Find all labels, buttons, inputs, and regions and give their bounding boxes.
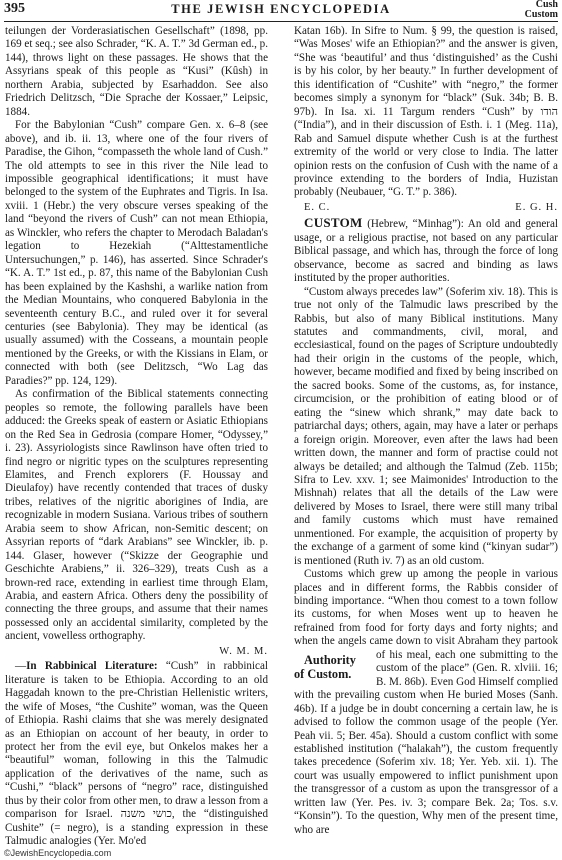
paragraph: Katan 16b). In Sifre to Num. § 99, the question is raised, “Was Moses' wife an Ethiopian?” and the answer is given, “She was ‘beautiful’ and thus ‘distinguished’ as the Cushi is by his color, by her beauty.” In further development of this identification of “Cushite” with “negro,” the former becomes simply a synonym for “black” (Suk. 34b; B. B. 97b). In Isa. xi. 11 Targum renders “Cush” by הודו (“India”), and in their discussion of Esth. i. 1 (Meg. 11a), Rab and Samuel dispute whether Cush is at the furthest extremity of the world or very close to India. The latter opinion rests on the confusion of Cush with the name of a province extending to the borders of India, Huzistan probably (Neubauer, “G. T.” p. 386). xyxy=(294,25,558,199)
paragraph-text: each one submitting to the custom of the place” (Gen. R. xlviii. 16; B. M. 86b). Even God Himself complied with the prevailing custom when He buried Moses (Sanh. 46b). If a judge be in doubt concerning a certain law, he is advised to follow the common usage of the people (Yer. Peah vii. 5; Ber. 45a). Should a custom conflict with some established institution (“halakah”), the custom frequently takes precedence (Soferim xiv. 18; Yer. Yeb. xii. 1). The court was usually empowered to inflict punishment upon the transgressor of a custom as upon the transgressor of a written law (Yer. Pes. iv. 3; compare Bek. 2a; Tos. s.v. “Konsin”). To the question, Why men of the present time, who are xyxy=(294,648,558,836)
section-heading: In Rabbinical Literature: xyxy=(26,660,158,673)
paragraph-text: “Cush” in rabbinical literature is taken to be Ethiopia. According to an old Haggadah known to the pre-Christian Hellenistic writers, the wife of Moses, “the Cushite” woman, was the Queen of Ethiopia. Rashi claims that she was merely designated as an Ethiopian on account of her beauty, in order to protect her from the evil eye, but Onkelos makes her a “beautiful” woman, following in this the Talmudic application of the derivatives of the name, such as “Cushi,” “black” persons of “negro” race, distinguished thus by their color from other men, to draw a lesson from a comparison for Israel. כושי משנה, the “distinguished Cushite” (= negro), is a standing expression in these Talmudic analogies (Yer. Mo'ed xyxy=(5,660,268,848)
signature-right: E. G. H. xyxy=(515,201,558,213)
copyright-icon: © xyxy=(4,848,11,858)
guide-word-top: Cush xyxy=(535,0,558,10)
guide-word-bottom: Custom xyxy=(524,9,558,20)
running-title: THE JEWISH ENCYCLOPEDIA xyxy=(171,2,391,16)
paragraph: teilungen der Vorderasiatischen Gesellschaft” (1898, pp. 169 et seq.; see also Schrader, “K. A. T.” 3d German ed., p. 144), throws light on these passages. He shows that the Assyrians speak of this people as “Kusi” (Kûsh) in northern Arabia, subjected by Esarhaddon. See also Friedrich Delitzsch, “Die Sprache der Kossaer,” Leipsic, 1884. xyxy=(5,25,268,118)
paragraph: As confirmation of the Biblical statements connecting peoples so remote, the following parallels have been adduced: the Greeks speak of eastern or Asiatic Ethiopians on the Red Sea in Gedrosia (compare Homer, “Odyssey,” i. 23). Assyriologists since Rawlinson have often tried to find negro or nigritic types on the sculptures representing Elamites, and French explorers (F. Houssay and Dieulafoy) have recently contended that traces of dusky tribes, relatives of the nigritic aborigines of India, are recognizable in modern Susiana. Various tribes of southern Arabia seem to show African, non-Semitic descent; on Assyrian reports of “dark Arabians” see Winckler, ib. p. 144. Glaser, however (“Skizze der Geographie und Geschichte Arabiens,” ii. 326–329), treats Cush as a brown-red race, extending in earliest time through Elam, Arabia, and eastern Africa. Others deny the possibility of connecting the three groups, and assume that their names possessed only an accidental similarity, completed by the ancient, vowelless orthography. xyxy=(5,388,268,643)
left-column xyxy=(5,25,268,849)
paragraph-text: (Hebrew, “Minhag”): An old and general usage, or a religious practise, not based on any particular Biblical passage, and which has, through the force of long observance, become as sacred and binding as laws instituted by the proper authorities. xyxy=(294,218,558,285)
page-header xyxy=(0,0,562,22)
author-signatures xyxy=(294,201,558,214)
section-paragraph: —In Rabbinical Literature: “Cush” in rabbinical literature is taken to be Ethiopia. According to an old Haggadah known to the pre-Christian Hellenistic writers, the wife of Moses, “the Cushite” woman, was the Queen of Ethiopia. Rashi claims that she was merely designated as an Ethiopian on account of her beauty, in order to protect her from the evil eye, but Onkelos makes her a “beautiful” woman, following in this the Talmudic application of the derivatives of the name, such as “Cushi,” “black” persons of “negro” race, distinguished thus by their color from other men, to draw a lesson from a comparison for Israel. כושי משנה, the “distinguished Cushite” (= negro), is a standing expression in these Talmudic analogies (Yer. Mo'ed xyxy=(5,660,268,848)
paragraph: “Custom always precedes law” (Soferim xiv. 18). This is true not only of the Talmudic laws prescribed by the Rabbis, but also of many Biblical institutions. Many statutes and commandments, civil, moral, and ecclesiastical, found on the pages of Scripture undoubtedly had their origin in the customs of the people, which, however, became modified and fixed by being inscribed on the sacred books. Some of the customs, as, for instance, circumcision, or the prohibition of eating blood or of eating the “sinew which shrank,” may date back to patriarchal days; others, again, may have a later or perhaps a foreign origin. Moreover, even after the laws had been written down, the manner and form of practise could not always be detailed; and although the Talmud (Zeb. 115b; Sifra to Lev. xxv. 1; see Maimonides' Introduction to the Mishnah) relates that all the details of the Law were delivered by Moses to Israel, there were still many tribal and family customs which must have remained unmentioned. For example, the acquisition of property by the exchange of a garment of some kind (“kinyan sudar”) is mentioned (Ruth iv. 7) as an old custom. xyxy=(294,285,558,567)
footer-text: JewishEncyclopedia.com xyxy=(10,848,112,858)
page-number: 395 xyxy=(4,1,25,16)
paragraph xyxy=(294,568,558,837)
header-rule xyxy=(4,21,558,22)
paragraph: For the Babylonian “Cush” compare Gen. x. 6–8 (see above), and ib. ii. 13, where one of the four rivers of Paradise, the Gihon, “compasseth the whole land of Cush.” The old attempts to see in this river the Nile lead to impossible geographical identifications; it must have belonged to the system of the Euphrates and Tigris. In Isa. xviii. 1 (Hebr.) the very obscure verses speaking of the land “beyond the rivers of Cush” can not mean Ethiopia, as Winckler, who refers the chapter to Merodach Baladan's legation to Hezekiah (“Alttestamentliche Untersuchungen,” p. 146), has asserted. Since Schrader's “K. A. T.” 1st ed., p. 87, this name of the Babylonian Cush has been explained by the Kashshi, a warlike nation from the Median Mountains, who conquered Babylonia in the seventeenth century B.C., and ruled over it for several centuries (see Babylonia). They may be identical (as usually assumed) with the Cosseans, a mountain people mentioned by the Greeks, or with the Kissians in Elam, or connected with both (see Delitzsch, “Wo Lag das Paradies?” pp. 124, 129). xyxy=(5,119,268,387)
signature-left: E. C. xyxy=(304,201,331,213)
guide-words xyxy=(525,0,558,20)
footer-credit xyxy=(4,848,111,858)
right-column xyxy=(294,25,558,837)
entry-headword: CUSTOM xyxy=(304,215,363,231)
entry-paragraph xyxy=(294,216,558,285)
side-heading: Authority of Custom. xyxy=(294,652,356,681)
author-signature: W. M. M. xyxy=(219,645,268,657)
paragraph-text: Customs which grew up among the people in various places and in different forms, the Rabbis consider of binding importance. “When thou comest to a town follow its customs, for when Moses went up to heaven he refrained from food for forty days and forty nights; and when the angels came down to visit Abraham they partook of his meal, xyxy=(294,568,558,661)
